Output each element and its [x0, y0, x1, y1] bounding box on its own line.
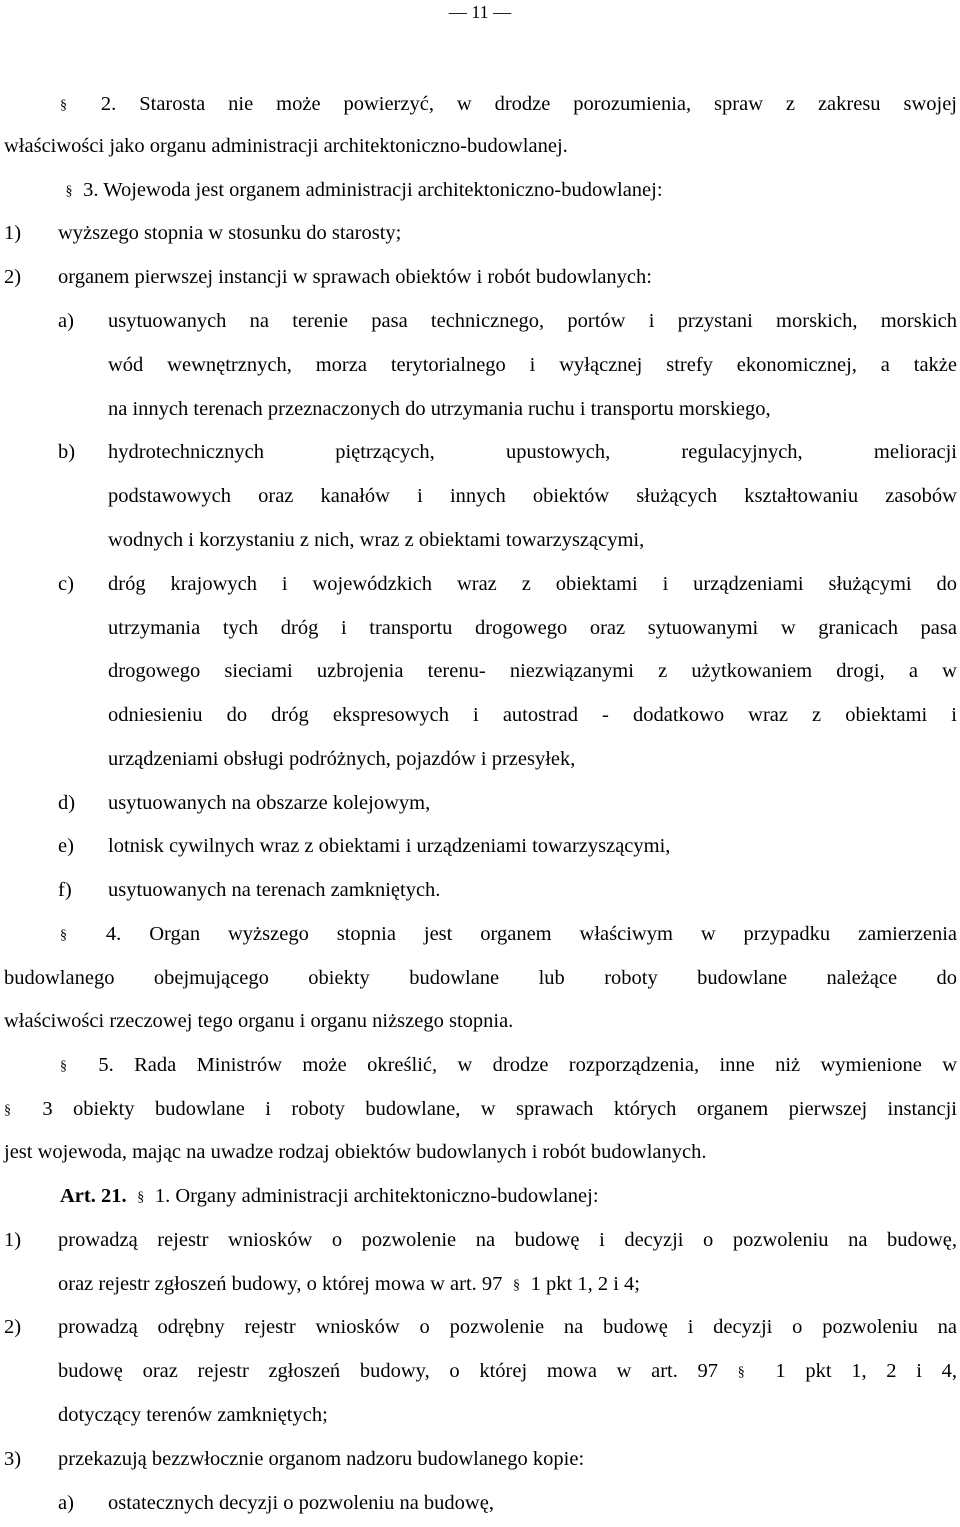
paragraph-5-line-3: jest wojewoda, mając na uwadze rodzaj obiektów budowlanych i robót budowlanych.: [4, 1141, 707, 1163]
sublist-text-line: lotnisk cywilnych wraz z obiektami i urządzeniami towarzyszącymi,: [108, 835, 671, 857]
section-sign: §: [60, 928, 67, 943]
paragraph-5-line-2: [4, 1094, 957, 1124]
list-item-text-part: 1 pkt 1, 2 i 4;: [530, 1273, 640, 1295]
sublist-text-line: urządzeniami obsługi podróżnych, pojazdów i przesyłek,: [108, 748, 576, 770]
list-item-number: 3): [4, 1448, 22, 1470]
sublist-text-line: ostatecznych decyzji o pozwoleniu na budowę,: [108, 1492, 494, 1514]
article-number: Art. 21.: [60, 1185, 127, 1207]
list-item-text: prowadzą odrębny rejestr wniosków o pozwolenie na budowę i decyzji o pozwoleniu na: [58, 1316, 957, 1338]
sublist-text-line: usytuowanych na obszarze kolejowym,: [108, 792, 431, 814]
list-item-text: wyższego stopnia w stosunku do starosty;: [58, 222, 402, 244]
sublist-label: c): [58, 573, 74, 595]
article-21-heading: [60, 1181, 599, 1211]
list-item-number: 1): [4, 1229, 22, 1251]
paragraph-text: Wojewoda jest organem administracji architektoniczno-budowlanej:: [103, 179, 663, 201]
sublist-label: d): [58, 792, 76, 814]
list-item-text-part: 1 pkt 1, 2 i 4,: [775, 1360, 957, 1382]
sublist-text-line: utrzymania tych dróg i transportu drogowego oraz sytuowanymi w granicach pasa: [108, 617, 957, 639]
section-sign: §: [737, 1365, 745, 1380]
sublist-text-line: wodnych i korzystaniu z nich, wraz z obiektami towarzyszącymi,: [108, 529, 645, 551]
section-sign: §: [60, 1059, 67, 1074]
list-item-text-part: oraz rejestr zgłoszeń budowy, o której mowa w art. 97: [58, 1273, 503, 1295]
list-item-text-part: budowę oraz rejestr zgłoszeń budowy, o której mowa w art. 97: [58, 1360, 719, 1382]
sublist-text-line: hydrotechnicznych piętrzących, upustowych, regulacyjnych, melioracji: [108, 441, 957, 463]
sublist-text-line: usytuowanych na terenach zamkniętych.: [108, 879, 441, 901]
sublist-text-line: wód wewnętrznych, morza terytorialnego i wyłącznej strefy ekonomicznej, a także: [108, 354, 957, 376]
list-item-text: przekazują bezzwłocznie organom nadzoru budowlanego kopie:: [58, 1448, 585, 1470]
paragraph-2-line-1: [60, 89, 957, 119]
sublist-label: f): [58, 879, 72, 901]
list-item-text: prowadzą rejestr wniosków o pozwolenie na budowę i decyzji o pozwoleniu na budowę,: [58, 1229, 957, 1251]
paragraph-4-line-3: właściwości rzeczowej tego organu i organu niższego stopnia.: [4, 1010, 514, 1032]
paragraph-4-line-2: budowlanego obejmującego obiekty budowlane lub roboty budowlane należące do: [4, 967, 957, 989]
paragraph-text: Starosta nie może powierzyć, w drodze porozumienia, spraw z zakresu swojej: [139, 93, 957, 115]
sublist-label: a): [58, 1492, 74, 1514]
paragraph-text: Rada Ministrów może określić, w drodze rozporządzenia, inne niż wymienione w: [134, 1054, 957, 1076]
section-sign: §: [60, 98, 67, 113]
paragraph-text: Organ wyższego stopnia jest organem właściwym w przypadku zamierzenia: [149, 923, 957, 945]
section-sign: §: [4, 1103, 11, 1118]
sublist-text-line: drogowego sieciami uzbrojenia terenu- niezwiązanymi z użytkowaniem drogi, a w: [108, 660, 957, 682]
section-sign: §: [513, 1278, 521, 1293]
sublist-text-line: podstawowych oraz kanałów i innych obiektów służących kształtowaniu zasobów: [108, 485, 957, 507]
paragraph-number: 2.: [100, 93, 117, 115]
paragraph-number: 3.: [83, 179, 99, 201]
section-sign: §: [65, 184, 73, 199]
page-number: — 11 —: [448, 2, 512, 22]
list-item-text: organem pierwszej instancji w sprawach obiektów i robót budowlanych:: [58, 266, 652, 288]
paragraph-text: 3 obiekty budowlane i roboty budowlane, w sprawach których organem pierwszej instancji: [42, 1098, 957, 1120]
paragraph-number: 4.: [105, 923, 122, 945]
list-item-text: [58, 1269, 640, 1299]
list-item-number: 2): [4, 1316, 22, 1338]
sublist-text-line: odniesieniu do dróg ekspresowych i autostrad - dodatkowo wraz z obiektami i: [108, 704, 957, 726]
list-item-number: 1): [4, 222, 22, 244]
sublist-label: e): [58, 835, 74, 857]
sublist-text-line: dróg krajowych i wojewódzkich wraz z obiektami i urządzeniami służącymi do: [108, 573, 957, 595]
paragraph-3-line-1: [60, 175, 663, 205]
paragraph-5-line-1: [60, 1050, 957, 1080]
sublist-label: b): [58, 441, 76, 463]
paragraph-number: 5.: [98, 1054, 114, 1076]
list-item-number: 2): [4, 266, 22, 288]
paragraph-2-line-2: właściwości jako organu administracji architektoniczno-budowlanej.: [4, 135, 568, 157]
list-item-text: [58, 1356, 957, 1386]
paragraph-text: Organy administracji architektoniczno-budowlanej:: [175, 1185, 599, 1207]
sublist-text-line: na innych terenach przeznaczonych do utrzymania ruchu i transportu morskiego,: [108, 398, 771, 420]
section-sign: §: [137, 1190, 145, 1205]
paragraph-4-line-1: [60, 919, 957, 949]
list-item-text: dotyczący terenów zamkniętych;: [58, 1404, 328, 1426]
paragraph-number: 1.: [154, 1185, 171, 1207]
sublist-label: a): [58, 310, 74, 332]
sublist-text-line: usytuowanych na terenie pasa technicznego, portów i przystani morskich, morskich: [108, 310, 957, 332]
